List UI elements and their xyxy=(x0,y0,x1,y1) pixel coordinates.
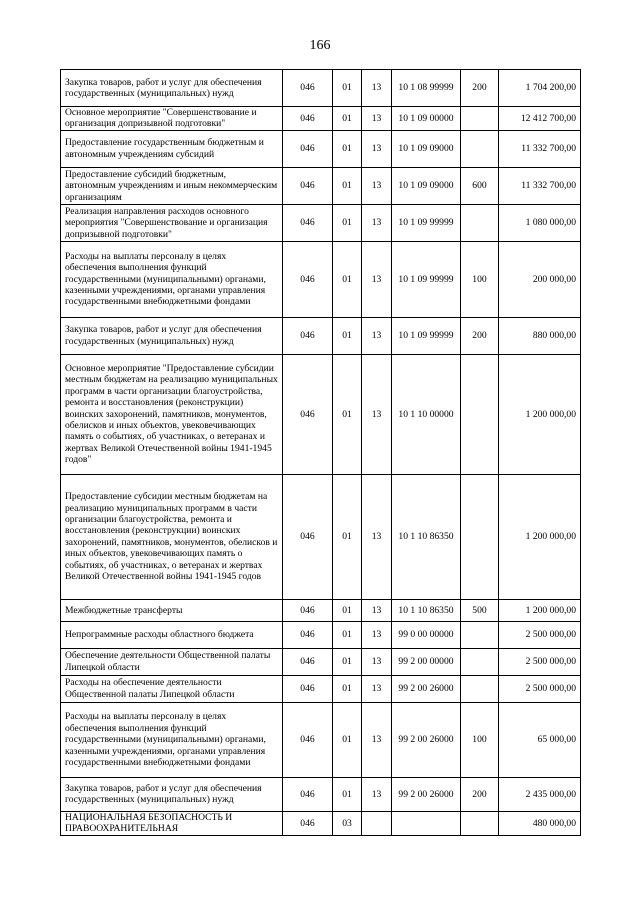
page-number: 166 xyxy=(309,38,331,53)
row-subsection-cell: 13 xyxy=(362,130,392,167)
row-ved-cell: 046 xyxy=(283,317,333,354)
row-amount-cell: 11 332 700,00 xyxy=(499,167,581,204)
row-ved-cell: 046 xyxy=(283,648,333,675)
row-subsection-cell: 13 xyxy=(362,599,392,621)
row-section-cell: 01 xyxy=(333,599,362,621)
row-section-cell: 01 xyxy=(333,675,362,702)
row-ved-cell: 046 xyxy=(283,354,333,474)
row-section-cell: 01 xyxy=(333,702,362,777)
table-row xyxy=(61,70,581,107)
row-subsection-cell: 13 xyxy=(362,621,392,648)
table-row xyxy=(61,474,581,599)
row-section-cell: 01 xyxy=(333,130,362,167)
row-ved-cell: 046 xyxy=(283,675,333,702)
table-row xyxy=(61,621,581,648)
row-subsection-cell: 13 xyxy=(362,648,392,675)
row-amount-cell: 1 704 200,00 xyxy=(499,70,581,107)
row-name-cell: Предоставление государственным бюджетным и автономным учреждениям субсидий xyxy=(61,130,283,167)
row-name-cell: Закупка товаров, работ и услуг для обеспечения государственных (муниципальных) нужд xyxy=(61,777,283,811)
row-ved-cell: 046 xyxy=(283,241,333,317)
row-target-article-cell: 10 1 09 09000 xyxy=(392,167,461,204)
row-name-cell: Основное мероприятие "Совершенствование и организация допризывной подготовки" xyxy=(61,107,283,131)
row-ved-cell: 046 xyxy=(283,167,333,204)
row-name-cell: НАЦИОНАЛЬНАЯ БЕЗОПАСНОСТЬ И ПРАВООХРАНИТЕЛЬНАЯ xyxy=(61,811,283,835)
row-amount-cell: 480 000,00 xyxy=(499,811,581,835)
row-subsection-cell: 13 xyxy=(362,354,392,474)
row-amount-cell: 200 000,00 xyxy=(499,241,581,317)
row-amount-cell: 1 200 000,00 xyxy=(499,354,581,474)
table-row xyxy=(61,777,581,811)
row-subsection-cell: 13 xyxy=(362,204,392,241)
row-amount-cell: 65 000,00 xyxy=(499,702,581,777)
row-section-cell: 01 xyxy=(333,167,362,204)
row-expense-type-cell: 600 xyxy=(461,167,499,204)
row-name-cell: Расходы на выплаты персоналу в целях обеспечения выполнения функций государственными (муниципальными) органами, казенными учреждениями, органами управления государственными внебюджетными фондами xyxy=(61,702,283,777)
row-target-article-cell: 10 1 08 99999 xyxy=(392,70,461,107)
row-expense-type-cell xyxy=(461,648,499,675)
row-ved-cell: 046 xyxy=(283,474,333,599)
table-row xyxy=(61,599,581,621)
row-section-cell: 01 xyxy=(333,107,362,131)
row-expense-type-cell xyxy=(461,130,499,167)
row-target-article-cell: 99 2 00 26000 xyxy=(392,675,461,702)
row-subsection-cell: 13 xyxy=(362,702,392,777)
row-target-article-cell: 10 1 09 99999 xyxy=(392,204,461,241)
row-amount-cell: 1 080 000,00 xyxy=(499,204,581,241)
table-row xyxy=(61,130,581,167)
row-section-cell: 01 xyxy=(333,777,362,811)
row-amount-cell: 1 200 000,00 xyxy=(499,474,581,599)
budget-table-body xyxy=(61,70,581,836)
row-amount-cell: 2 500 000,00 xyxy=(499,648,581,675)
row-name-cell: Непрограммные расходы областного бюджета xyxy=(61,621,283,648)
row-ved-cell: 046 xyxy=(283,621,333,648)
row-section-cell: 01 xyxy=(333,204,362,241)
table-row xyxy=(61,107,581,131)
row-target-article-cell: 99 2 00 26000 xyxy=(392,777,461,811)
table-row xyxy=(61,354,581,474)
row-section-cell: 01 xyxy=(333,648,362,675)
row-expense-type-cell xyxy=(461,204,499,241)
row-section-cell: 01 xyxy=(333,621,362,648)
row-expense-type-cell: 200 xyxy=(461,70,499,107)
budget-table xyxy=(60,69,581,836)
row-amount-cell: 1 200 000,00 xyxy=(499,599,581,621)
row-target-article-cell: 99 0 00 00000 xyxy=(392,621,461,648)
row-target-article-cell: 99 2 00 26000 xyxy=(392,702,461,777)
row-name-cell: Предоставление субсидии местным бюджетам на реализацию муниципальных программ в части организации благоустройства, ремонта и восстановления (реконструкции) воинских захоронений, памятников, монументов, обелисков и иных объектов, увековечивающих память о событиях, об участниках, о ветеранах и жертвах Великой Отечественной войны 1941-1945 годов xyxy=(61,474,283,599)
row-name-cell: Межбюджетные трансферты xyxy=(61,599,283,621)
row-target-article-cell: 10 1 10 86350 xyxy=(392,599,461,621)
row-amount-cell: 12 412 700,00 xyxy=(499,107,581,131)
row-ved-cell: 046 xyxy=(283,70,333,107)
row-target-article-cell: 10 1 09 99999 xyxy=(392,317,461,354)
row-subsection-cell: 13 xyxy=(362,241,392,317)
row-target-article-cell: 10 1 09 09000 xyxy=(392,130,461,167)
row-ved-cell: 046 xyxy=(283,811,333,835)
row-section-cell: 01 xyxy=(333,241,362,317)
row-expense-type-cell xyxy=(461,675,499,702)
row-expense-type-cell: 500 xyxy=(461,599,499,621)
row-expense-type-cell xyxy=(461,811,499,835)
row-ved-cell: 046 xyxy=(283,702,333,777)
row-subsection-cell: 13 xyxy=(362,474,392,599)
row-target-article-cell: 10 1 09 00000 xyxy=(392,107,461,131)
row-amount-cell: 2 500 000,00 xyxy=(499,675,581,702)
row-target-article-cell: 10 1 09 99999 xyxy=(392,241,461,317)
row-expense-type-cell xyxy=(461,474,499,599)
row-name-cell: Закупка товаров, работ и услуг для обеспечения государственных (муниципальных) нужд xyxy=(61,70,283,107)
table-row xyxy=(61,317,581,354)
row-subsection-cell: 13 xyxy=(362,70,392,107)
row-subsection-cell xyxy=(362,811,392,835)
row-expense-type-cell xyxy=(461,621,499,648)
table-row xyxy=(61,648,581,675)
row-ved-cell: 046 xyxy=(283,107,333,131)
row-subsection-cell: 13 xyxy=(362,317,392,354)
table-row xyxy=(61,167,581,204)
table-row xyxy=(61,811,581,835)
row-name-cell: Обеспечение деятельности Общественной палаты Липецкой области xyxy=(61,648,283,675)
row-subsection-cell: 13 xyxy=(362,107,392,131)
row-ved-cell: 046 xyxy=(283,130,333,167)
row-name-cell: Закупка товаров, работ и услуг для обеспечения государственных (муниципальных) нужд xyxy=(61,317,283,354)
row-target-article-cell: 99 2 00 00000 xyxy=(392,648,461,675)
row-target-article-cell xyxy=(392,811,461,835)
row-expense-type-cell: 100 xyxy=(461,241,499,317)
row-section-cell: 03 xyxy=(333,811,362,835)
row-expense-type-cell: 200 xyxy=(461,777,499,811)
row-section-cell: 01 xyxy=(333,317,362,354)
table-row xyxy=(61,702,581,777)
row-subsection-cell: 13 xyxy=(362,675,392,702)
table-row xyxy=(61,241,581,317)
row-target-article-cell: 10 1 10 00000 xyxy=(392,354,461,474)
row-subsection-cell: 13 xyxy=(362,777,392,811)
row-expense-type-cell xyxy=(461,107,499,131)
row-name-cell: Расходы на обеспечение деятельности Общественной палаты Липецкой области xyxy=(61,675,283,702)
row-name-cell: Реализация направления расходов основного мероприятия "Совершенствование и организация допризывной подготовки" xyxy=(61,204,283,241)
row-subsection-cell: 13 xyxy=(362,167,392,204)
row-ved-cell: 046 xyxy=(283,777,333,811)
row-section-cell: 01 xyxy=(333,70,362,107)
row-name-cell: Предоставление субсидий бюджетным, автономным учреждениям и иным некоммерческим организациям xyxy=(61,167,283,204)
row-amount-cell: 11 332 700,00 xyxy=(499,130,581,167)
row-section-cell: 01 xyxy=(333,354,362,474)
row-amount-cell: 2 435 000,00 xyxy=(499,777,581,811)
table-row xyxy=(61,204,581,241)
row-ved-cell: 046 xyxy=(283,204,333,241)
row-section-cell: 01 xyxy=(333,474,362,599)
row-expense-type-cell: 100 xyxy=(461,702,499,777)
row-ved-cell: 046 xyxy=(283,599,333,621)
row-expense-type-cell xyxy=(461,354,499,474)
row-amount-cell: 2 500 000,00 xyxy=(499,621,581,648)
row-target-article-cell: 10 1 10 86350 xyxy=(392,474,461,599)
row-amount-cell: 880 000,00 xyxy=(499,317,581,354)
row-name-cell: Расходы на выплаты персоналу в целях обеспечения выполнения функций государственными (муниципальными) органами, казенными учреждениями, органами управления государственными внебюджетными фондами xyxy=(61,241,283,317)
row-expense-type-cell: 200 xyxy=(461,317,499,354)
row-name-cell: Основное мероприятие "Предоставление субсидии местным бюджетам на реализацию муниципальных программ в части организации благоустройства, ремонта и восстановления (реконструкции) воинских захоронений, памятников, монументов, обелисков и иных объектов, увековечивающих память о событиях, об участниках, о ветеранах и жертвах Великой Отечественной войны 1941-1945 годов" xyxy=(61,354,283,474)
table-row xyxy=(61,675,581,702)
